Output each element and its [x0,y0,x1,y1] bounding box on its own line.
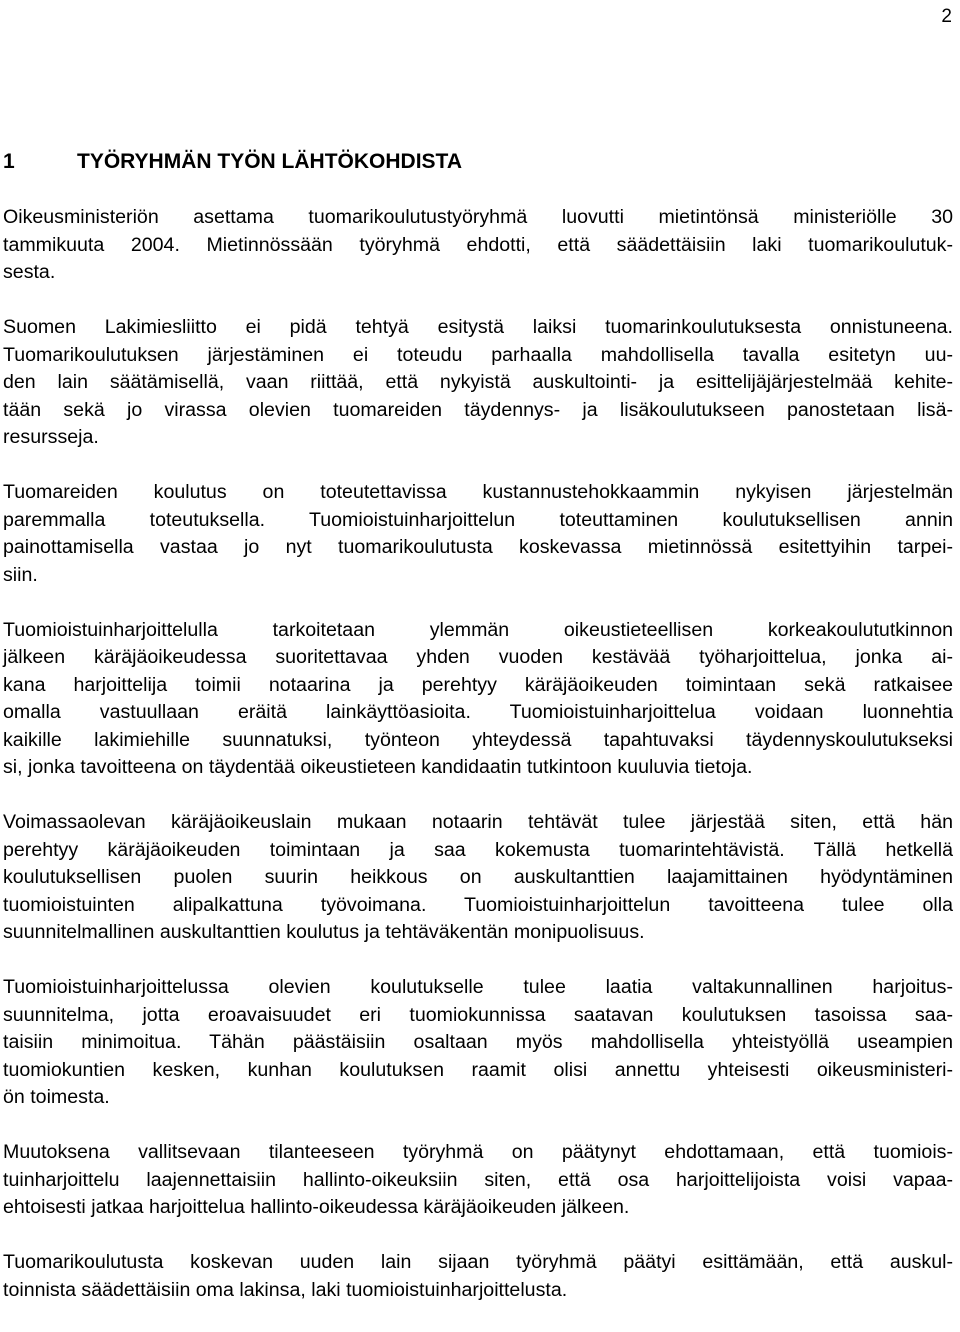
text-line: perehtyy käräjäoikeuden toimintaan ja saa kokemusta tuomarintehtävistä. Tällä hetkellä [3,838,953,861]
page-number: 2 [941,6,952,27]
paragraph-1 [3,204,953,287]
text-line: Tuomioistuinharjoittelussa olevien koulutukselle tulee laatia valtakunnallinen harjoitus- [3,976,953,998]
text-line: tammikuuta 2004. Mietinnössään työryhmä ehdotti, että säädettäisiin laki tuomarikoulutuk- [3,233,953,256]
section-heading [3,148,462,176]
text-line: resursseja. [3,426,99,448]
text-line: suunnitelmallinen auskultanttien koulutus ja tehtäväkentän monipuolisuus. [3,921,645,943]
text-line: Suomen Lakimiesliitto ei pidä tehtyä esitystä laiksi tuomarinkoulutuksesta onnistuneena. [3,316,953,338]
text-line: kaikille lakimiehille suunnatuksi, työnteon yhteydessä tapahtuvaksi täydennyskoulutukseksi [3,728,953,751]
text-line: suunnitelma, jotta eroavaisuudet eri tuomiokunnissa saatavan koulutuksen tasoissa saa- [3,1003,953,1026]
paragraph-8 [3,1249,953,1304]
text-line: Oikeusministeriön asettama tuomarikoulutustyöryhmä luovutti mietintönsä ministeriölle 30 [3,206,953,228]
paragraph-4 [3,617,953,782]
text-line: tään sekä jo virassa olevien tuomareiden täydennys- ja lisäkoulutukseen panostetaan lisä- [3,398,953,421]
text-line: tuomioistuinten alipalkattuna työvoimana. Tuomioistuinharjoittelun tavoitteena tulee olla [3,893,953,916]
section-number: 1 [3,150,15,173]
text-line: paremmalla toteutuksella. Tuomioistuinharjoittelun toteuttaminen koulutuksellisen annin [3,508,953,531]
paragraph-6 [3,974,953,1112]
text-line: ön toimesta. [3,1086,110,1108]
text-line: tuinharjoittelu laajennettaisiin hallinto-oikeuksiin siten, että osa harjoittelijoista voisi vapaa- [3,1168,953,1191]
text-line: toinnista säädettäisiin oma lakinsa, laki tuomioistuinharjoittelusta. [3,1278,568,1301]
paragraph-2 [3,314,953,452]
text-line: Tuomioistuinharjoittelulla tarkoitetaan ylemmän oikeustieteellisen korkeakoulututkinnon [3,618,953,641]
paragraph-7 [3,1139,953,1222]
text-line: jälkeen käräjäoikeudessa suoritettavaa yhden vuoden kestävää työharjoittelua, jonka ai- [3,646,953,668]
paragraph-5 [3,809,953,947]
section-title: TYÖRYHMÄN TYÖN LÄHTÖKOHDISTA [77,150,462,173]
paragraph-3 [3,479,953,589]
text-line: si, jonka tavoitteena on täydentää oikeustieteen kandidaatin tutkintoon kuuluvia tietoja. [3,756,753,778]
text-line: Muutoksena vallitsevaan tilanteeseen työryhmä on päätynyt ehdottamaan, että tuomiois- [3,1141,953,1163]
text-line: Voimassaolevan käräjäoikeuslain mukaan notaarin tehtävät tulee järjestää siten, että hän [3,811,953,833]
text-line: painottamisella vastaa jo nyt tuomarikoulutusta koskevassa mietinnössä esitettyihin tarpei- [3,536,953,558]
text-line: taisiin minimoitua. Tähän päästäisiin osaltaan myös mahdollisella yhteistyöllä useampien [3,1031,953,1053]
text-line: den lain säätämisellä, vaan riittää, että nykyistä auskultointi- ja esittelijäjärjestelmää kehite- [3,371,953,393]
text-line: Tuomarikoulutusta koskevan uuden lain sijaan työryhmä päätyi esittämään, että auskul- [3,1251,953,1273]
text-line: sesta. [3,261,56,283]
text-line: Tuomarikoulutuksen järjestäminen ei toteudu parhaalla mahdollisella tavalla esitetyn uu- [3,343,953,366]
text-line: tuomiokuntien kesken, kunhan koulutuksen raamit olisi annettu yhteisesti oikeusministeri- [3,1058,953,1081]
text-line: omalla vastuullaan eräitä lainkäyttöasioita. Tuomioistuinharjoittelua voidaan luonnehtia [3,701,953,723]
text-line: kana harjoittelija toimii notaarina ja perehtyy käräjäoikeuden toimintaan sekä ratkaisee [3,673,953,696]
text-line: siin. [3,563,38,586]
text-line: ehtoisesti jatkaa harjoittelua hallinto-oikeudessa käräjäoikeuden jälkeen. [3,1196,630,1218]
body-text [3,204,953,1332]
text-line: koulutuksellisen puolen suurin heikkous on auskultanttien laajamittainen hyödyntäminen [3,866,953,888]
text-line: Tuomareiden koulutus on toteutettavissa kustannustehokkaammin nykyisen järjestelmän [3,481,953,503]
